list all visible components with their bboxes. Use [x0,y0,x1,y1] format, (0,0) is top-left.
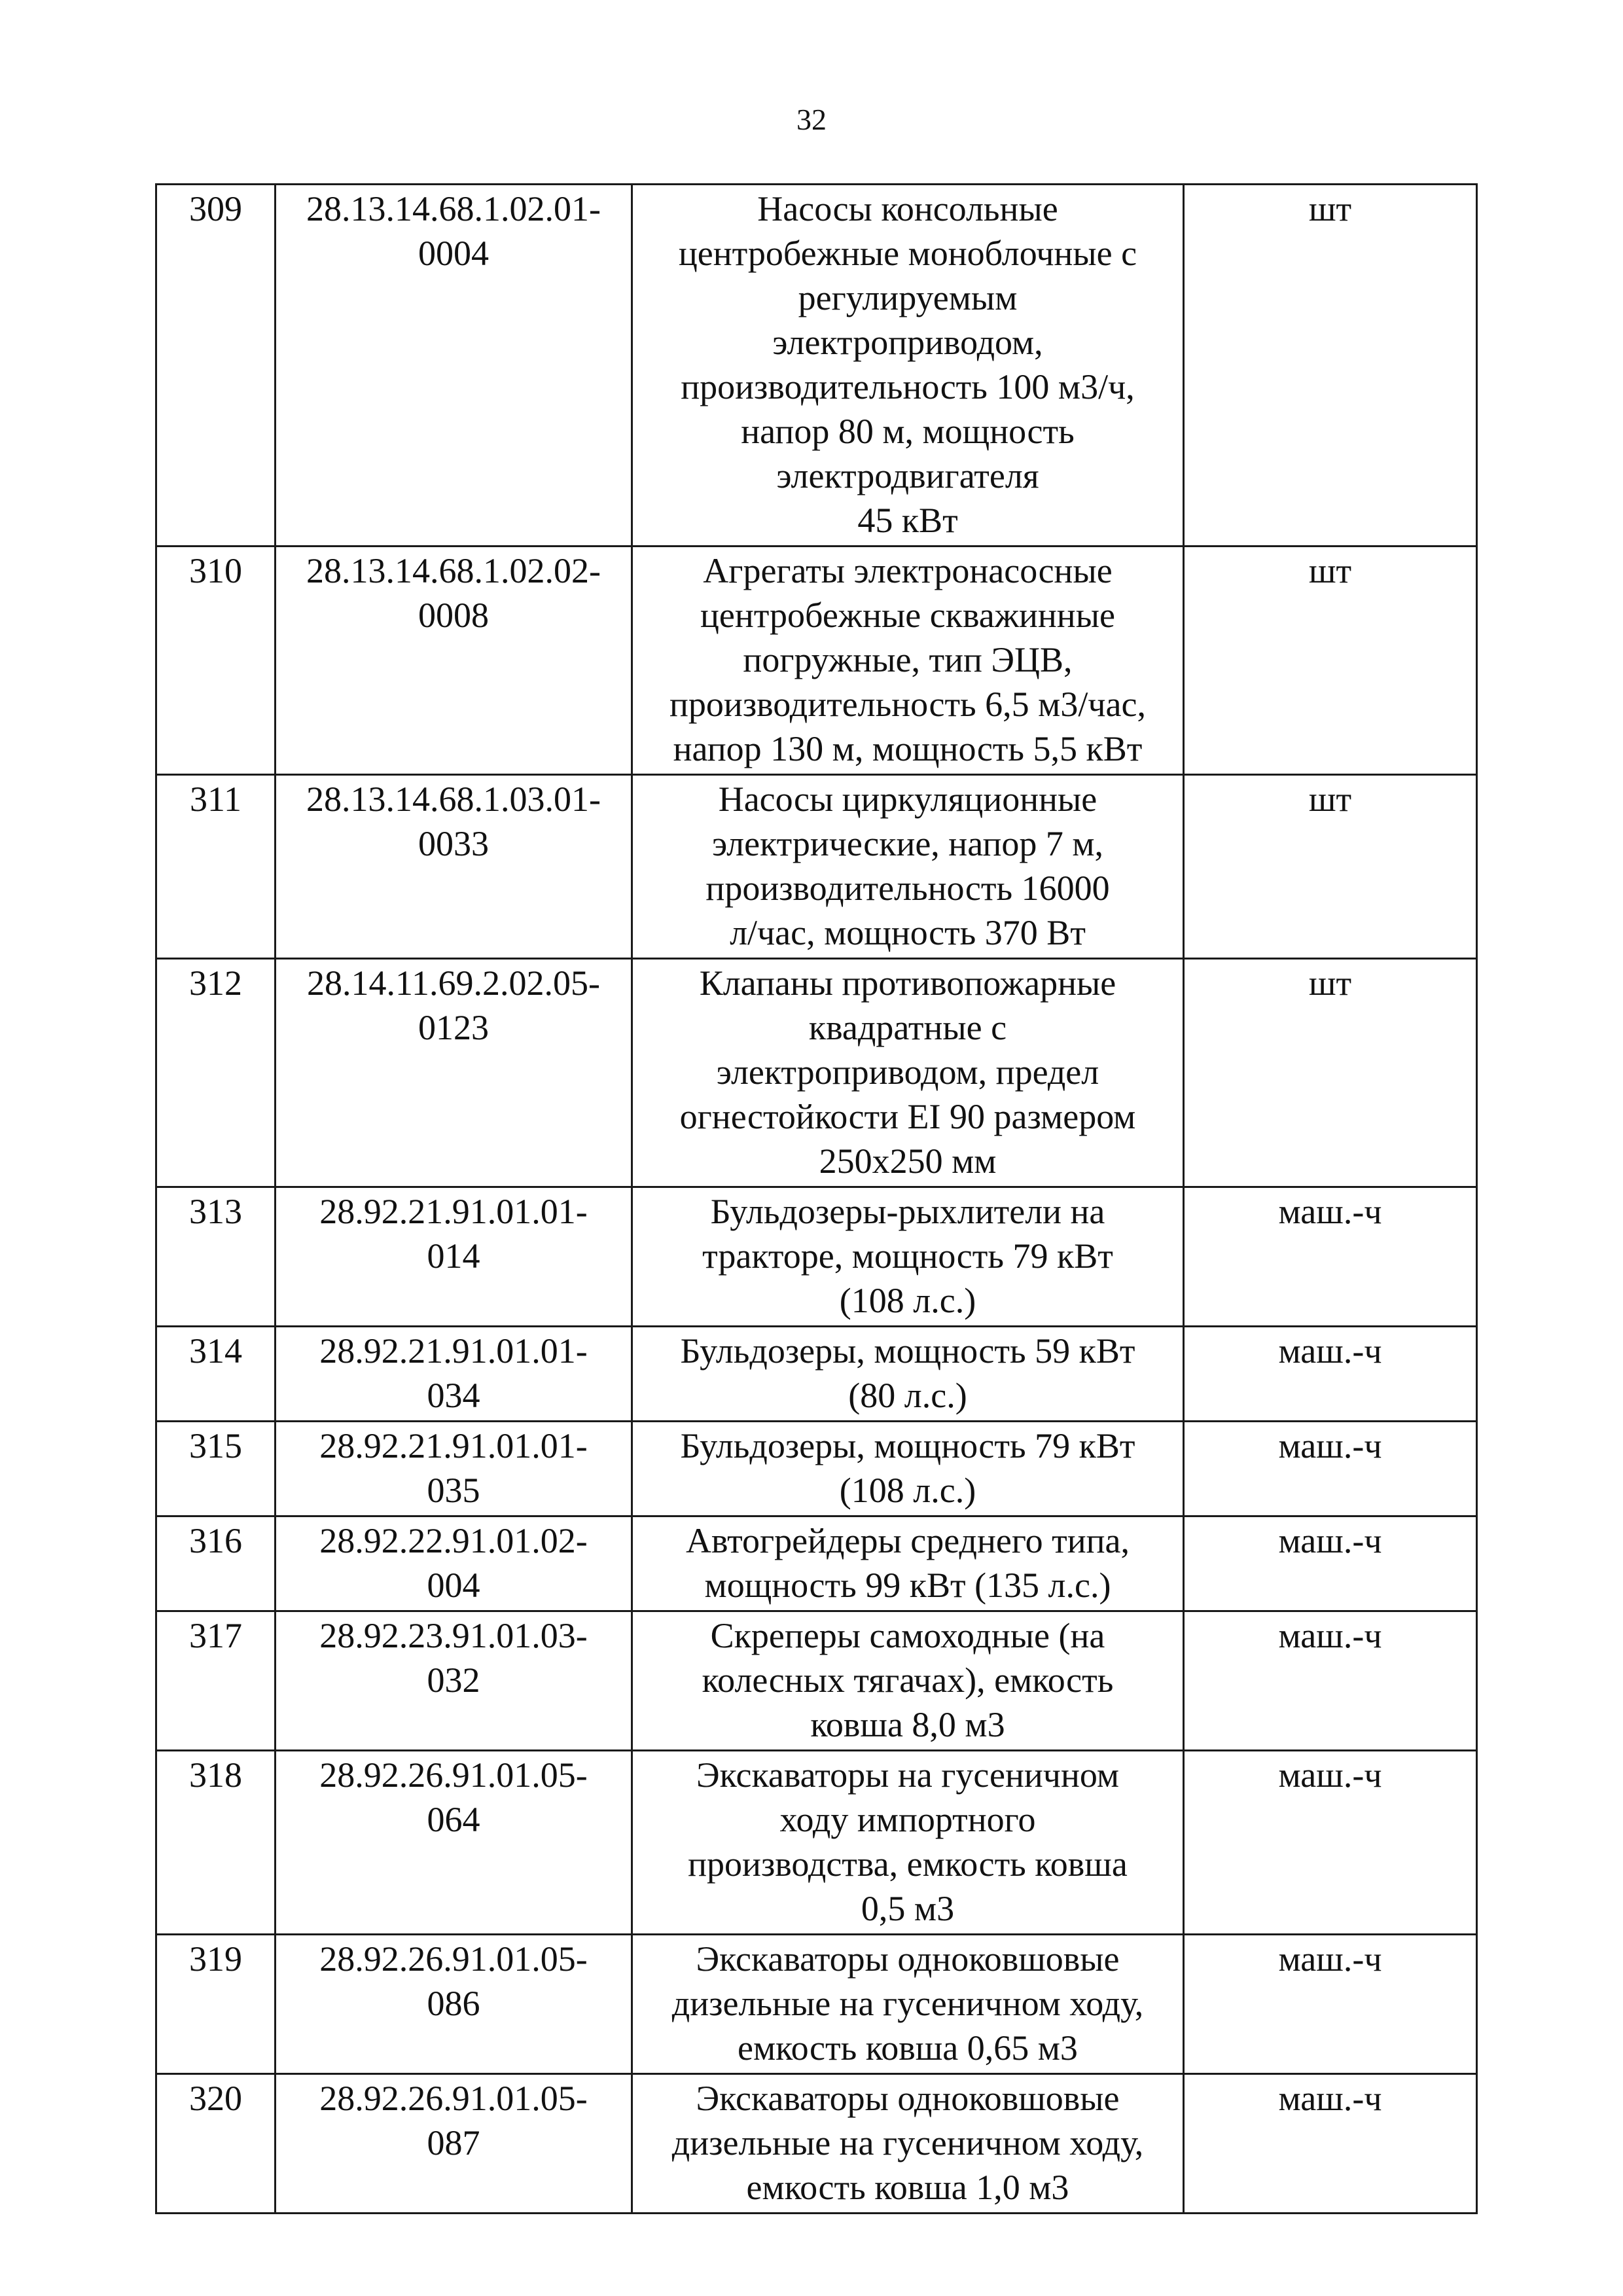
resource-code-line: 28.92.21.91.01.01- [319,1426,588,1465]
unit-of-measure: маш.-ч [1184,2074,1477,2214]
resource-code [276,2074,632,2214]
resource-code [276,1611,632,1751]
resource-code-line: 28.13.14.68.1.02.02- [306,551,601,590]
resource-code-line: 004 [427,1566,480,1605]
resource-code-line: 0008 [418,596,489,635]
resource-name [632,1187,1184,1327]
row-number: 317 [156,1611,276,1751]
resource-name-line: ковша 8,0 м3 [810,1705,1005,1744]
row-number: 310 [156,547,276,775]
row-number: 318 [156,1751,276,1935]
resource-code [276,1187,632,1327]
row-number: 319 [156,1935,276,2074]
resource-code-line: 28.92.21.91.01.01- [319,1331,588,1371]
unit-of-measure: маш.-ч [1184,1187,1477,1327]
resource-name-line: (108 л.с.) [839,1281,976,1320]
table-row [156,1611,1477,1751]
resource-code-line: 28.13.14.68.1.02.01- [306,189,601,228]
unit-of-measure: маш.-ч [1184,1751,1477,1935]
table-row [156,1187,1477,1327]
unit-of-measure: шт [1184,775,1477,959]
unit-of-measure: маш.-ч [1184,1422,1477,1516]
resource-code [276,185,632,547]
resource-name [632,1935,1184,2074]
resource-code-line: 086 [427,1984,480,2023]
unit-of-measure: маш.-ч [1184,1516,1477,1611]
resource-name-line: производительность 100 м3/ч, [681,367,1135,406]
table-row [156,1327,1477,1422]
resource-name-line: дизельные на гусеничном ходу, [671,2123,1144,2162]
resource-name [632,547,1184,775]
resource-name-line: производительность 6,5 м3/час, [669,685,1146,724]
table-row [156,547,1477,775]
resource-name-line: Насосы циркуляционные [718,780,1097,819]
resource-code-line: 28.14.11.69.2.02.05- [307,963,600,1003]
resource-name-line: 45 кВт [857,501,958,540]
resource-code [276,1935,632,2074]
resource-name [632,1327,1184,1422]
resource-name-line: огнестойкости EI 90 размером [679,1097,1136,1136]
table-row [156,775,1477,959]
resource-name [632,2074,1184,2214]
table-row [156,959,1477,1187]
resource-name-line: погружные, тип ЭЦВ, [743,640,1073,679]
resource-name-line: электрические, напор 7 м, [711,824,1104,863]
resource-code-line: 032 [427,1660,480,1700]
table-body [156,185,1477,2214]
unit-of-measure: шт [1184,547,1477,775]
resource-code-line: 0004 [418,234,489,273]
unit-of-measure: маш.-ч [1184,1935,1477,2074]
resource-code-line: 087 [427,2123,480,2162]
resource-name-line: тракторе, мощность 79 кВт [702,1236,1113,1276]
resource-name-line: электродвигателя [776,456,1039,495]
resource-name-line: дизельные на гусеничном ходу, [671,1984,1144,2023]
resource-code-line: 28.13.14.68.1.03.01- [306,780,601,819]
resource-name [632,959,1184,1187]
resource-table-wrapper [155,183,1476,2214]
resource-name-line: ходу импортного [779,1800,1036,1839]
table-row [156,1516,1477,1611]
resource-name-line: Скреперы самоходные (на [710,1616,1105,1655]
resource-name-line: (80 л.с.) [848,1376,967,1415]
row-number: 316 [156,1516,276,1611]
resource-name-line: 250x250 мм [819,1141,997,1181]
resource-code-line: 034 [427,1376,480,1415]
resource-name-line: колесных тягачах), емкость [702,1660,1114,1700]
table-row [156,1422,1477,1516]
resource-name-line: Экскаваторы на гусеничном [696,1755,1120,1795]
resource-code-line: 28.92.23.91.01.03- [319,1616,588,1655]
resource-name-line: Экскаваторы одноковшовые [696,2079,1120,2118]
row-number: 312 [156,959,276,1187]
row-number: 311 [156,775,276,959]
resource-name-line: Бульдозеры-рыхлители на [710,1192,1105,1231]
table-row [156,1935,1477,2074]
resource-name-line: электроприводом, [772,323,1043,362]
resource-code-line: 0033 [418,824,489,863]
row-number: 314 [156,1327,276,1422]
resource-code-line: 014 [427,1236,480,1276]
resource-code [276,1327,632,1422]
table-row [156,2074,1477,2214]
row-number: 320 [156,2074,276,2214]
resource-code [276,1751,632,1935]
resource-code-line: 28.92.21.91.01.01- [319,1192,588,1231]
resource-name-line: 0,5 м3 [861,1889,955,1928]
resource-name-line: напор 130 м, мощность 5,5 кВт [673,729,1143,768]
resource-code-line: 28.92.26.91.01.05- [319,2079,588,2118]
unit-of-measure: маш.-ч [1184,1327,1477,1422]
row-number: 315 [156,1422,276,1516]
resource-name-line: емкость ковша 1,0 м3 [746,2168,1069,2207]
resource-name-line: регулируемым [798,278,1018,317]
resource-name-line: Бульдозеры, мощность 79 кВт [680,1426,1135,1465]
resource-name-line: Автогрейдеры среднего типа, [685,1521,1130,1560]
resource-name-line: электроприводом, предел [716,1052,1099,1092]
resource-code [276,775,632,959]
resource-name-line: центробежные скважинные [700,596,1115,635]
resource-name-line: (108 л.с.) [839,1471,976,1510]
resource-table [155,183,1478,2214]
resource-name [632,1751,1184,1935]
resource-name-line: центробежные моноблочные с [678,234,1137,273]
resource-name-line: Агрегаты электронасосные [703,551,1113,590]
table-row [156,185,1477,547]
resource-name-line: производства, емкость ковша [688,1844,1128,1884]
resource-name-line: напор 80 м, мощность [741,412,1075,451]
resource-code-line: 064 [427,1800,480,1839]
resource-name-line: Бульдозеры, мощность 59 кВт [680,1331,1135,1371]
unit-of-measure: шт [1184,185,1477,547]
row-number: 313 [156,1187,276,1327]
resource-code-line: 28.92.26.91.01.05- [319,1755,588,1795]
resource-name-line: Насосы консольные [757,189,1058,228]
resource-code [276,1516,632,1611]
unit-of-measure: шт [1184,959,1477,1187]
resource-name [632,1422,1184,1516]
resource-name-line: Экскаваторы одноковшовые [696,1939,1120,1979]
resource-code-line: 035 [427,1471,480,1510]
resource-code-line: 28.92.22.91.01.02- [319,1521,588,1560]
resource-name [632,775,1184,959]
row-number: 309 [156,185,276,547]
resource-name-line: л/час, мощность 370 Вт [730,913,1086,952]
resource-name-line: емкость ковша 0,65 м3 [738,2028,1078,2068]
resource-code-line: 28.92.26.91.01.05- [319,1939,588,1979]
resource-code-line: 0123 [418,1008,489,1047]
resource-name-line: мощность 99 кВт (135 л.с.) [704,1566,1111,1605]
resource-name [632,1611,1184,1751]
table-row [156,1751,1477,1935]
resource-code [276,959,632,1187]
resource-code [276,1422,632,1516]
resource-name [632,185,1184,547]
resource-code [276,547,632,775]
unit-of-measure: маш.-ч [1184,1611,1477,1751]
page-number: 32 [796,103,827,136]
resource-name-line: производительность 16000 [705,869,1110,908]
resource-name [632,1516,1184,1611]
resource-name-line: квадратные с [808,1008,1007,1047]
resource-name-line: Клапаны противопожарные [699,963,1116,1003]
